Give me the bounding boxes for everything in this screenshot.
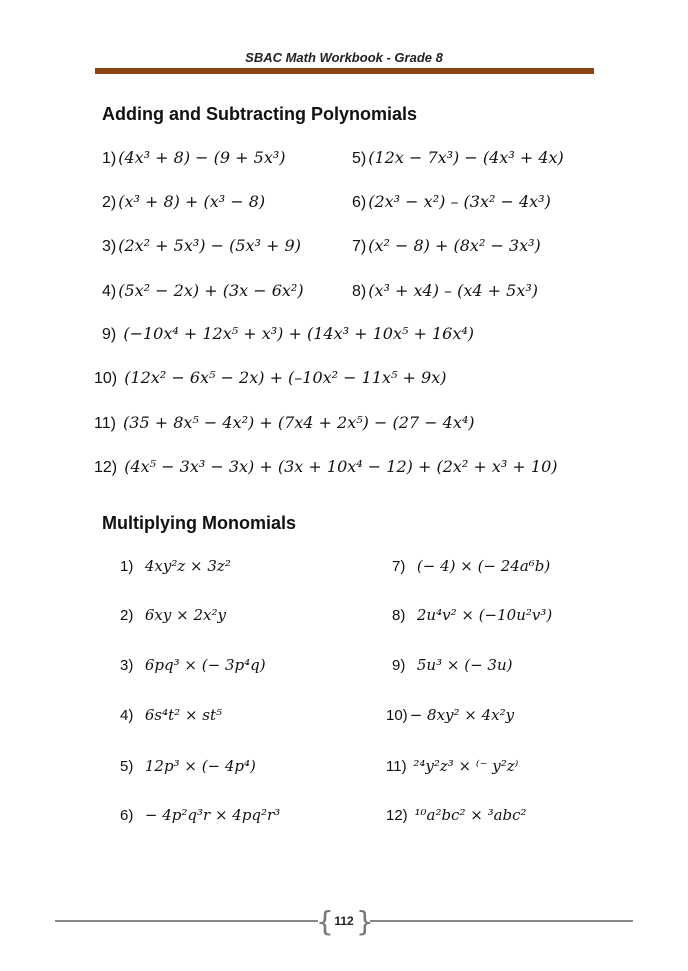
problem-expression: 6xy × 2x²y bbox=[144, 606, 226, 624]
problem-2-4 bbox=[120, 706, 222, 724]
problem-expression: (−10x⁴ + 12x⁵ + x³) + (14x³ + 10x⁵ + 16x⁴) bbox=[123, 324, 475, 343]
problem-expression: (2x³ − x²) – (3x² − 4x³) bbox=[368, 192, 551, 211]
problem-number: 12) bbox=[94, 459, 118, 476]
section-title-polynomials: Adding and Subtracting Polynomials bbox=[102, 104, 418, 124]
problem-expression: 6s⁴t² × st⁵ bbox=[144, 706, 223, 724]
problem-2-9 bbox=[392, 656, 512, 674]
problem-1-6 bbox=[352, 192, 551, 212]
problem-expression: 2u⁴v² × (−10u²v³) bbox=[416, 606, 553, 624]
problem-1-3 bbox=[102, 236, 301, 256]
problem-number: 3) bbox=[120, 657, 134, 674]
problem-number: 6) bbox=[120, 807, 134, 824]
problem-expression: 12p³ × (− 4p⁴) bbox=[144, 757, 256, 775]
problem-number: 1) bbox=[102, 150, 117, 167]
problem-number: 5) bbox=[120, 758, 134, 775]
problem-1-2 bbox=[102, 192, 265, 212]
problem-expression: (35 + 8x⁵ − 4x²) + (7x4 + 2x⁵) − (27 − 4x⁴) bbox=[123, 413, 475, 432]
problem-expression: − 4p²q³r × 4pq²r³ bbox=[144, 806, 281, 824]
problem-expression: (x² − 8) + (8x² − 3x³) bbox=[368, 236, 541, 255]
problem-number: 4) bbox=[120, 707, 134, 724]
problem-expression: (− 4) × (− 24a⁶b) bbox=[416, 557, 551, 575]
footer-left-brace-icon: { bbox=[316, 905, 334, 938]
footer-right-brace-icon: } bbox=[356, 905, 374, 938]
problem-2-5 bbox=[120, 757, 256, 775]
header-title: SBAC Math Workbook - Grade 8 bbox=[245, 50, 443, 65]
problem-2-1 bbox=[120, 557, 231, 575]
problem-1-12 bbox=[94, 457, 558, 477]
problem-2-2 bbox=[120, 606, 226, 624]
problem-expression: ²⁴y²z³ × ⁽⁻ y²z⁾ bbox=[413, 757, 519, 775]
problem-number: 2) bbox=[120, 607, 134, 624]
problem-number: 7) bbox=[392, 558, 406, 575]
problem-1-10 bbox=[94, 368, 447, 388]
problem-2-7 bbox=[392, 557, 550, 575]
problem-1-5 bbox=[352, 148, 564, 168]
problem-number: 7) bbox=[352, 238, 367, 255]
problem-expression: 6pq³ × (− 3p⁴q) bbox=[144, 656, 266, 674]
problem-expression: (5x² − 2x) + (3x − 6x²) bbox=[118, 281, 304, 300]
problem-expression: (x³ + 8) + (x³ − 8) bbox=[118, 192, 266, 211]
problem-number: 9) bbox=[102, 326, 117, 343]
problem-number: 6) bbox=[352, 194, 367, 211]
problem-2-12 bbox=[386, 806, 527, 824]
header-rule bbox=[95, 68, 594, 74]
problem-expression: (4x³ + 8) − (9 + 5x³) bbox=[118, 148, 286, 167]
problem-1-11 bbox=[94, 413, 475, 433]
problem-number: 8) bbox=[392, 607, 406, 624]
problem-number: 9) bbox=[392, 657, 406, 674]
problem-number: 1) bbox=[120, 558, 134, 575]
problem-number: 10) bbox=[386, 707, 408, 724]
problem-number: 2) bbox=[102, 194, 117, 211]
section-title-monomials: Multiplying Monomials bbox=[102, 513, 296, 533]
problem-2-8 bbox=[392, 606, 552, 624]
problem-number: 10) bbox=[94, 370, 118, 387]
problem-expression: (4x⁵ − 3x³ − 3x) + (3x + 10x⁴ − 12) + (2x² + x³ + 10) bbox=[124, 457, 558, 476]
problem-expression: ¹⁰a²bc² × ³abc² bbox=[414, 806, 527, 824]
problem-expression: 5u³ × (− 3u) bbox=[416, 656, 513, 674]
problem-number: 11) bbox=[94, 415, 116, 432]
problem-2-11 bbox=[386, 757, 518, 775]
problem-1-1 bbox=[102, 148, 286, 168]
problem-1-9 bbox=[102, 324, 474, 344]
problem-2-10 bbox=[386, 706, 514, 724]
problem-expression: (x³ + x4) – (x4 + 5x³) bbox=[368, 281, 538, 300]
problem-1-4 bbox=[102, 281, 304, 301]
problem-number: 11) bbox=[386, 758, 407, 775]
page-number: 112 bbox=[334, 914, 354, 928]
problem-expression: − 8xy² × 4x²y bbox=[409, 706, 515, 724]
problem-1-8 bbox=[352, 281, 538, 301]
problem-2-3 bbox=[120, 656, 266, 674]
problem-number: 8) bbox=[352, 283, 367, 300]
problem-expression: (12x² − 6x⁵ − 2x) + (–10x² − 11x⁵ + 9x) bbox=[124, 368, 447, 387]
problem-number: 5) bbox=[352, 150, 367, 167]
problem-expression: 4xy²z × 3z² bbox=[144, 557, 231, 575]
problem-expression: (12x − 7x³) − (4x³ + 4x) bbox=[368, 148, 564, 167]
problem-number: 4) bbox=[102, 283, 117, 300]
problem-expression: (2x² + 5x³) − (5x³ + 9) bbox=[118, 236, 301, 255]
problem-1-7 bbox=[352, 236, 541, 256]
problem-number: 12) bbox=[386, 807, 408, 824]
problem-2-6 bbox=[120, 806, 280, 824]
problem-number: 3) bbox=[102, 238, 117, 255]
